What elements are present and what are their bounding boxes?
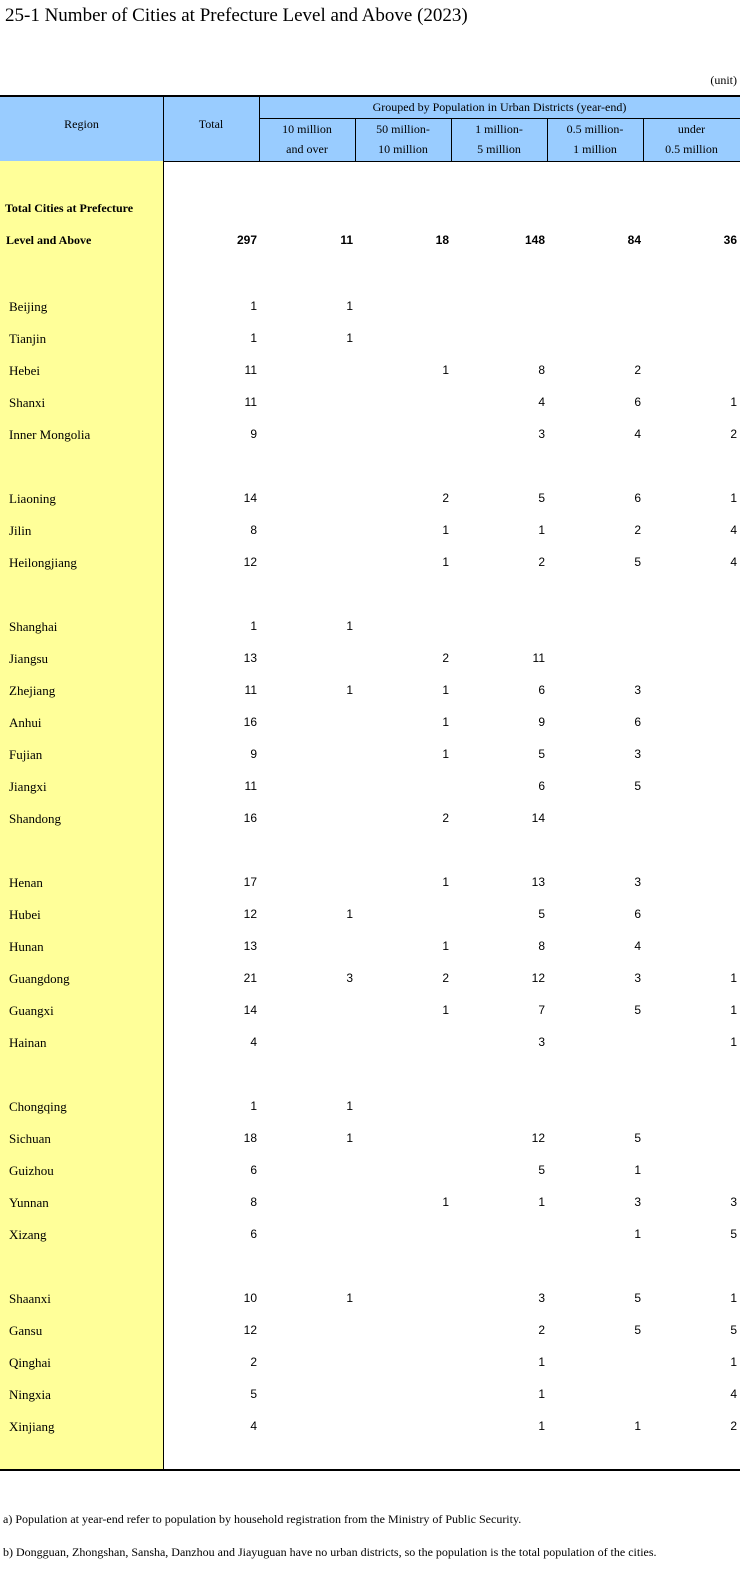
group-cell: 1 [346, 619, 353, 633]
table-row [0, 873, 740, 893]
total-label-line2: Level and Above [6, 233, 92, 247]
group-cell: 1 [442, 747, 449, 761]
group-cell: 5 [538, 1163, 545, 1177]
group-cell: 1 [442, 523, 449, 537]
total-cell: 8 [250, 523, 257, 537]
group-cell: 5 [634, 1291, 641, 1305]
group-cell: 2 [442, 971, 449, 985]
table-row [0, 969, 740, 989]
header-col-4 [547, 119, 643, 159]
region-name: Beijing [9, 299, 48, 314]
group-cell: 14 [531, 811, 545, 825]
group-cell: 5 [538, 907, 545, 921]
total-cell: 10 [243, 1291, 257, 1305]
total-cell: 5 [250, 1387, 257, 1401]
region-name: Shandong [9, 811, 61, 826]
group-cell: 5 [730, 1227, 737, 1241]
total-cell: 9 [250, 747, 257, 761]
header-col-2-line2: 10 million [378, 142, 428, 156]
header-col-5-line2: 0.5 million [665, 142, 718, 156]
region-name: Gansu [9, 1323, 43, 1338]
total-cell: 2 [250, 1355, 257, 1369]
header-divider [547, 118, 548, 161]
header-divider [163, 97, 164, 161]
header-total: Total [198, 117, 224, 131]
group-cell: 1 [346, 1099, 353, 1113]
region-name: Sichuan [9, 1131, 51, 1146]
table-row [0, 329, 740, 349]
region-name: Hubei [9, 907, 41, 922]
region-name: Heilongjiang [9, 555, 77, 570]
group-cell: 84 [627, 233, 641, 247]
group-cell: 6 [634, 395, 641, 409]
total-cell: 9 [250, 427, 257, 441]
group-cell: 1 [730, 1291, 737, 1305]
table-row [0, 777, 740, 797]
region-name: Shanxi [9, 395, 46, 410]
region-name: Jiangsu [9, 651, 48, 666]
total-cell: 21 [243, 971, 257, 985]
group-cell: 1 [730, 971, 737, 985]
region-name: Tianjin [9, 331, 47, 346]
table-row [0, 745, 740, 765]
group-cell: 13 [531, 875, 545, 889]
table-row [0, 617, 740, 637]
header-col-5 [643, 119, 740, 159]
group-cell: 1 [730, 1035, 737, 1049]
table-row [0, 521, 740, 541]
group-cell: 2 [442, 491, 449, 505]
group-cell: 1 [346, 907, 353, 921]
total-cell: 18 [243, 1131, 257, 1145]
region-name: Yunnan [9, 1195, 49, 1210]
header-divider [355, 118, 356, 161]
region-name: Jilin [9, 523, 32, 538]
region-name: Hunan [9, 939, 44, 954]
group-cell: 5 [634, 1323, 641, 1337]
group-cell: 5 [730, 1323, 737, 1337]
group-cell: 5 [634, 555, 641, 569]
table-row [0, 1033, 740, 1053]
group-cell: 1 [442, 683, 449, 697]
header-col-4-line1: 0.5 million- [566, 122, 624, 136]
group-cell: 9 [538, 715, 545, 729]
group-cell: 1 [538, 523, 545, 537]
group-cell: 2 [730, 1419, 737, 1433]
group-cell: 5 [634, 1131, 641, 1145]
total-cell: 12 [243, 1323, 257, 1337]
total-cell: 6 [250, 1227, 257, 1241]
group-cell: 5 [538, 491, 545, 505]
table-row [0, 649, 740, 669]
group-cell: 2 [538, 555, 545, 569]
region-name: Hainan [9, 1035, 47, 1050]
footnote-b: b) Dongguan, Zhongshan, Sansha, Danzhou and Jiayuguan have no urban districts, so the population is the total population of the cities. [3, 1545, 657, 1559]
header-col-5-line1: under [677, 122, 706, 136]
group-cell: 3 [346, 971, 353, 985]
total-cell: 16 [243, 811, 257, 825]
total-cell: 11 [244, 363, 257, 377]
group-cell: 4 [634, 939, 641, 953]
header-col-3-line1: 1 million- [475, 122, 523, 136]
group-cell: 18 [435, 233, 449, 247]
header-col-2-line1: 50 million- [376, 122, 430, 136]
group-cell: 148 [524, 233, 545, 247]
region-name: Chongqing [9, 1099, 67, 1114]
region-name: Fujian [9, 747, 43, 762]
group-cell: 1 [346, 683, 353, 697]
group-cell: 1 [538, 1387, 545, 1401]
group-cell: 7 [538, 1003, 545, 1017]
header-col-1 [259, 119, 355, 159]
header-col-3-line2: 5 million [477, 142, 521, 156]
table-row [0, 1225, 740, 1245]
group-cell: 6 [538, 779, 545, 793]
table-row [0, 1321, 740, 1341]
group-cell: 4 [730, 555, 737, 569]
table-bottom-rule [0, 1469, 740, 1471]
header-divider [259, 118, 740, 119]
group-cell: 3 [634, 683, 641, 697]
group-cell: 1 [442, 1003, 449, 1017]
region-name: Ningxia [9, 1387, 51, 1402]
group-cell: 36 [723, 233, 737, 247]
group-cell: 11 [340, 233, 353, 247]
table-row [0, 1193, 740, 1213]
header-region: Region [64, 117, 99, 131]
group-cell: 8 [538, 363, 545, 377]
table-row [0, 809, 740, 829]
group-cell: 3 [634, 1195, 641, 1209]
total-cell: 1 [250, 299, 257, 313]
total-cell: 12 [243, 907, 257, 921]
table-row [0, 393, 740, 413]
table-row [0, 425, 740, 445]
header-col-1-line2: and over [286, 142, 328, 156]
total-cell: 11 [244, 395, 257, 409]
group-cell: 5 [634, 779, 641, 793]
footnote-a: a) Population at year-end refer to population by household registration from the Ministry of Public Security. [3, 1512, 522, 1526]
region-name: Guangxi [9, 1003, 54, 1018]
group-cell: 2 [442, 811, 449, 825]
total-cell: 11 [244, 683, 257, 697]
group-cell: 1 [730, 491, 737, 505]
group-cell: 4 [634, 427, 641, 441]
group-cell: 6 [634, 715, 641, 729]
table-row [0, 937, 740, 957]
group-cell: 1 [346, 1131, 353, 1145]
group-cell: 2 [634, 363, 641, 377]
region-name: Shanghai [9, 619, 58, 634]
group-cell: 1 [730, 395, 737, 409]
total-cell: 1 [250, 619, 257, 633]
header-col-3 [451, 119, 547, 159]
total-cell: 12 [243, 555, 257, 569]
region-name: Jiangxi [9, 779, 47, 794]
group-cell: 3 [538, 1035, 545, 1049]
group-cell: 1 [442, 363, 449, 377]
table-row [0, 361, 740, 381]
region-name: Shaanxi [9, 1291, 51, 1306]
group-cell: 3 [538, 1291, 545, 1305]
header-col-4-line2: 1 million [573, 142, 617, 156]
table-row [0, 297, 740, 317]
group-cell: 5 [634, 1003, 641, 1017]
total-cell: 14 [243, 491, 257, 505]
group-cell: 8 [538, 939, 545, 953]
total-cell: 16 [243, 715, 257, 729]
header-divider [643, 118, 644, 161]
table-row [0, 1001, 740, 1021]
group-cell: 3 [634, 971, 641, 985]
table-header [0, 95, 740, 161]
total-cell: 1 [250, 1099, 257, 1113]
table-row [0, 1385, 740, 1405]
group-cell: 6 [634, 907, 641, 921]
group-cell: 1 [442, 875, 449, 889]
group-cell: 1 [730, 1355, 737, 1369]
group-cell: 11 [532, 651, 545, 665]
table-row [0, 553, 740, 573]
group-cell: 1 [442, 555, 449, 569]
group-cell: 1 [634, 1419, 641, 1433]
total-cell: 13 [243, 651, 257, 665]
unit-label: (unit) [710, 73, 737, 87]
group-cell: 1 [730, 1003, 737, 1017]
table-row [0, 905, 740, 925]
group-cell: 3 [730, 1195, 737, 1209]
total-cell: 6 [250, 1163, 257, 1177]
group-cell: 5 [538, 747, 545, 761]
region-name: Zhejiang [9, 683, 56, 698]
group-cell: 1 [442, 715, 449, 729]
table-row [0, 489, 740, 509]
header-group: Grouped by Population in Urban Districts (year-end) [372, 100, 627, 114]
group-cell: 4 [538, 395, 545, 409]
total-label-line1: Total Cities at Prefecture [5, 201, 134, 215]
group-cell: 2 [538, 1323, 545, 1337]
table-row [0, 1417, 740, 1437]
table-row [0, 1353, 740, 1373]
table-row [0, 1289, 740, 1309]
header-col-1-line1: 10 million [282, 122, 332, 136]
table-row [0, 681, 740, 701]
group-cell: 12 [531, 1131, 545, 1145]
region-name: Anhui [9, 715, 42, 730]
table-row [0, 1161, 740, 1181]
group-cell: 2 [730, 427, 737, 441]
group-cell: 3 [634, 747, 641, 761]
total-cell: 297 [236, 233, 257, 247]
group-cell: 3 [538, 427, 545, 441]
region-name: Qinghai [9, 1355, 51, 1370]
group-cell: 1 [346, 1291, 353, 1305]
page-title: 25-1 Number of Cities at Prefecture Level and Above (2023) [5, 5, 468, 26]
group-cell: 4 [730, 1387, 737, 1401]
group-cell: 1 [346, 331, 353, 345]
header-divider [259, 97, 260, 161]
header-col-2 [355, 119, 451, 159]
total-cell: 13 [243, 939, 257, 953]
region-name: Henan [9, 875, 43, 890]
region-name: Guangdong [9, 971, 70, 986]
region-name: Inner Mongolia [9, 427, 91, 442]
group-cell: 1 [538, 1195, 545, 1209]
region-name: Xizang [9, 1227, 47, 1242]
group-cell: 1 [346, 299, 353, 313]
total-cell: 4 [250, 1035, 257, 1049]
header-divider [451, 118, 452, 161]
table-row [0, 713, 740, 733]
total-cell: 11 [244, 779, 257, 793]
table-row [0, 1097, 740, 1117]
total-cell: 4 [250, 1419, 257, 1433]
region-name: Hebei [9, 363, 41, 378]
group-cell: 1 [634, 1163, 641, 1177]
total-cell: 8 [250, 1195, 257, 1209]
group-cell: 1 [442, 939, 449, 953]
group-cell: 12 [531, 971, 545, 985]
group-cell: 1 [538, 1419, 545, 1433]
group-cell: 2 [442, 651, 449, 665]
table-row [0, 1129, 740, 1149]
group-cell: 1 [634, 1227, 641, 1241]
region-name: Guizhou [9, 1163, 54, 1178]
group-cell: 3 [634, 875, 641, 889]
total-cell: 17 [243, 875, 257, 889]
group-cell: 1 [442, 1195, 449, 1209]
total-cell: 1 [250, 331, 257, 345]
region-name: Xinjiang [9, 1419, 55, 1434]
region-name: Liaoning [9, 491, 56, 506]
total-cell: 14 [243, 1003, 257, 1017]
group-cell: 6 [634, 491, 641, 505]
group-cell: 6 [538, 683, 545, 697]
group-cell: 1 [538, 1355, 545, 1369]
group-cell: 2 [634, 523, 641, 537]
group-cell: 4 [730, 523, 737, 537]
